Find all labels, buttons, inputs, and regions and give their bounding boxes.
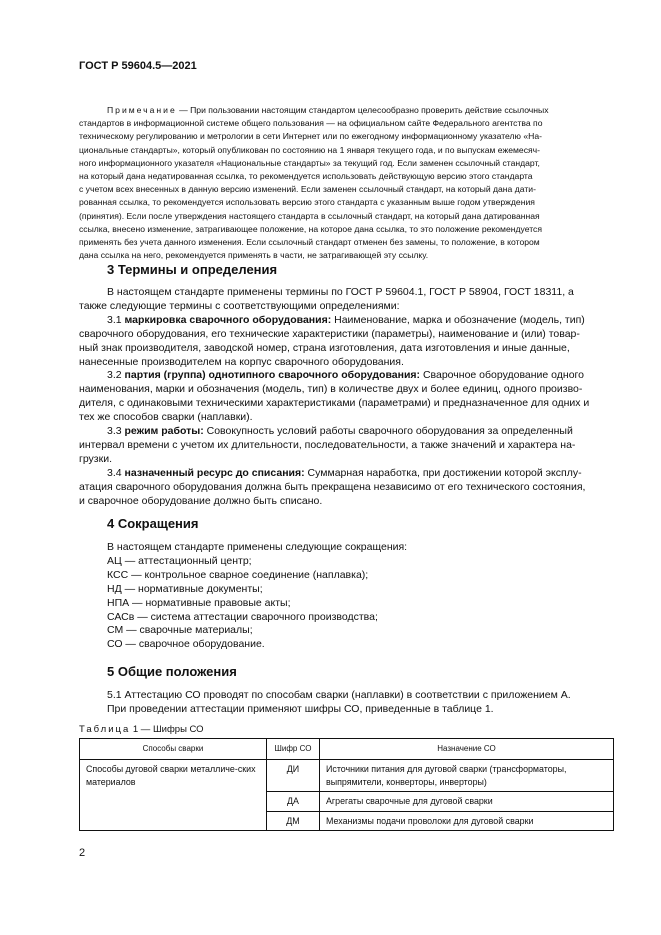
note-label: Примечание [107, 105, 177, 115]
abbreviation-item: СО — сварочное оборудование. [107, 638, 265, 651]
header-code: Шифр СО [267, 739, 320, 760]
table-row [80, 760, 614, 792]
section-5-title: 5 Общие положения [107, 664, 237, 679]
cell-method: Способы дуговой сварки металличе-ских материалов [80, 760, 267, 831]
note-line-8: рованная ссылка, то рекомендуется использовать версию этого стандарта с указанным выше годом утверждения [79, 197, 535, 208]
cell-purpose: Механизмы подачи проволоки для дуговой сварки [320, 811, 614, 831]
note-block [79, 104, 613, 262]
section-4-title: 4 Сокращения [107, 516, 199, 531]
table-header-row [80, 739, 614, 760]
note-line-3: техническому регулированию и метрологии в сети Интернет или по ежегодному информационному указателю «На- [79, 131, 543, 142]
table-1-caption: Таблица 1 — Шифры СО [79, 724, 204, 735]
abbreviation-item: НПА — нормативные правовые акты; [107, 596, 291, 609]
abbreviation-item: АЦ — аттестационный центр; [107, 554, 252, 567]
term-3-3-line: интервал времени с учетом их длительности, последовательности, а также значений и характера на- [79, 438, 576, 451]
abbreviation-item: САСв — система аттестации сварочного производства; [107, 610, 378, 623]
paragraph-5-1-line: При проведении аттестации применяют шифры СО, приведенные в таблице 1. [107, 702, 494, 715]
table-1 [79, 738, 614, 831]
term-3-1: 3.1 маркировка сварочного оборудования: Наименование, марка и обозначение (модель, тип) [107, 313, 585, 326]
note-line-2: стандартов в информационной системе общего пользования — на официальном сайте Федерального агентства по [79, 118, 543, 129]
section-5-body [107, 689, 617, 717]
term-3-3: 3.3 режим работы: Совокупность условий работы сварочного оборудования за определенный [107, 425, 573, 438]
section-3-intro-1: В настоящем стандарте применены термины по ГОСТ Р 59604.1, ГОСТ Р 58904, ГОСТ 18311, а [107, 286, 574, 298]
cell-code: ДИ [267, 760, 320, 792]
section-4-intro: В настоящем стандарте применены следующие сокращения: [107, 541, 408, 553]
term-3-4: 3.4 назначенный ресурс до списания: Суммарная наработка, при достижении которой эксплу- [107, 466, 582, 479]
abbreviation-item: КСС — контрольное сварное соединение (наплавка); [107, 568, 369, 581]
header-purpose: Назначение СО [320, 739, 614, 760]
note-line-7: с учетом всех внесенных в данную версию изменений. Если заменен ссылочный стандарт, на который дана дати- [79, 184, 536, 195]
abbreviation-item: НД — нормативные документы; [107, 582, 263, 595]
cell-purpose: Агрегаты сварочные для дуговой сварки [320, 792, 614, 812]
abbreviation-item: СМ — сварочные материалы; [107, 624, 253, 637]
section-3-intro-2: также следующие термины с соответствующими определениями: [79, 299, 400, 312]
note-line-4: циональные стандарты», который опубликован по состоянию на 1 января текущего года, и по выпускам ежемесяч- [79, 144, 540, 155]
note-line-1: Примечание — При пользовании настоящим стандартом целесообразно проверить действие ссылочных [107, 105, 549, 115]
term-3-2: 3.2 партия (группа) однотипного сварочного оборудования: Сварочное оборудование одного [107, 369, 584, 382]
note-line-9: (принятия). Если после утверждения настоящего стандарта в ссылочный стандарт, на который дана датированная [79, 210, 540, 221]
section-3-title: 3 Термины и определения [107, 262, 278, 277]
note-line-11: применять без учета данного изменения. Если ссылочный стандарт отменен без замены, то положение, в котором [79, 237, 540, 248]
term-3-3-line: грузки. [79, 452, 112, 465]
term-3-1-name: маркировка сварочного оборудования: [124, 313, 332, 326]
term-3-1-line: сварочного оборудования, его технические характеристики (параметры), наименование и (или) товар- [79, 327, 580, 340]
term-3-2-line: дителя, с одинаковыми техническими характеристиками (параметрами) и предназначенное для одних и [79, 397, 590, 410]
term-3-2-name: партия (группа) однотипного сварочного оборудования: [124, 369, 421, 382]
term-3-1-line: ный знак производителя, заводской номер, страна изготовления, дата изготовления и иные данные, [79, 341, 570, 354]
paragraph-5-1-line: 5.1 Аттестацию СО проводят по способам сварки (наплавки) в соответствии с приложением А. [107, 689, 571, 701]
term-3-2-line: тех же способов сварки (наплавки). [79, 411, 253, 424]
term-3-4-line: атация сварочного оборудования должна быть прекращена независимо от его технического состояния, [79, 480, 586, 493]
note-line-12: дана ссылка на него, рекомендуется применять в части, не затрагивающей эту ссылку. [79, 250, 429, 261]
note-line-6: на который дана недатированная ссылка, то рекомендуется использовать действующую версию этого стандарта [79, 171, 533, 182]
cell-purpose: Источники питания для дуговой сварки (трансформаторы, выпрямители, конверторы, инверторы) [320, 760, 614, 792]
cell-code: ДМ [267, 811, 320, 831]
section-4-body [107, 541, 617, 652]
term-3-1-line: нанесенные производителем на корпус сварочного оборудования. [79, 355, 404, 368]
term-3-4-name: назначенный ресурс до списания: [124, 466, 305, 479]
document-header: ГОСТ Р 59604.5—2021 [79, 60, 197, 72]
page-number: 2 [79, 847, 86, 859]
note-line-5: ного информационного указателя «Национальные стандарты» за текущий год. Если заменен ссылочный стандарт, [79, 157, 540, 168]
cell-code: ДА [267, 792, 320, 812]
header-methods: Способы сварки [80, 739, 267, 760]
note-line-10: ссылка, внесено изменение, затрагивающее положение, на которое дана ссылка, то это положение рекомендуется [79, 223, 542, 234]
term-3-4-line: и сварочное оборудование должно быть списано. [79, 494, 323, 507]
term-3-3-name: режим работы: [124, 425, 204, 438]
section-3-body [79, 286, 619, 509]
term-3-2-line: наименования, марки и обозначения (модель, тип) в количестве двух и более единиц, одного произво- [79, 383, 583, 396]
